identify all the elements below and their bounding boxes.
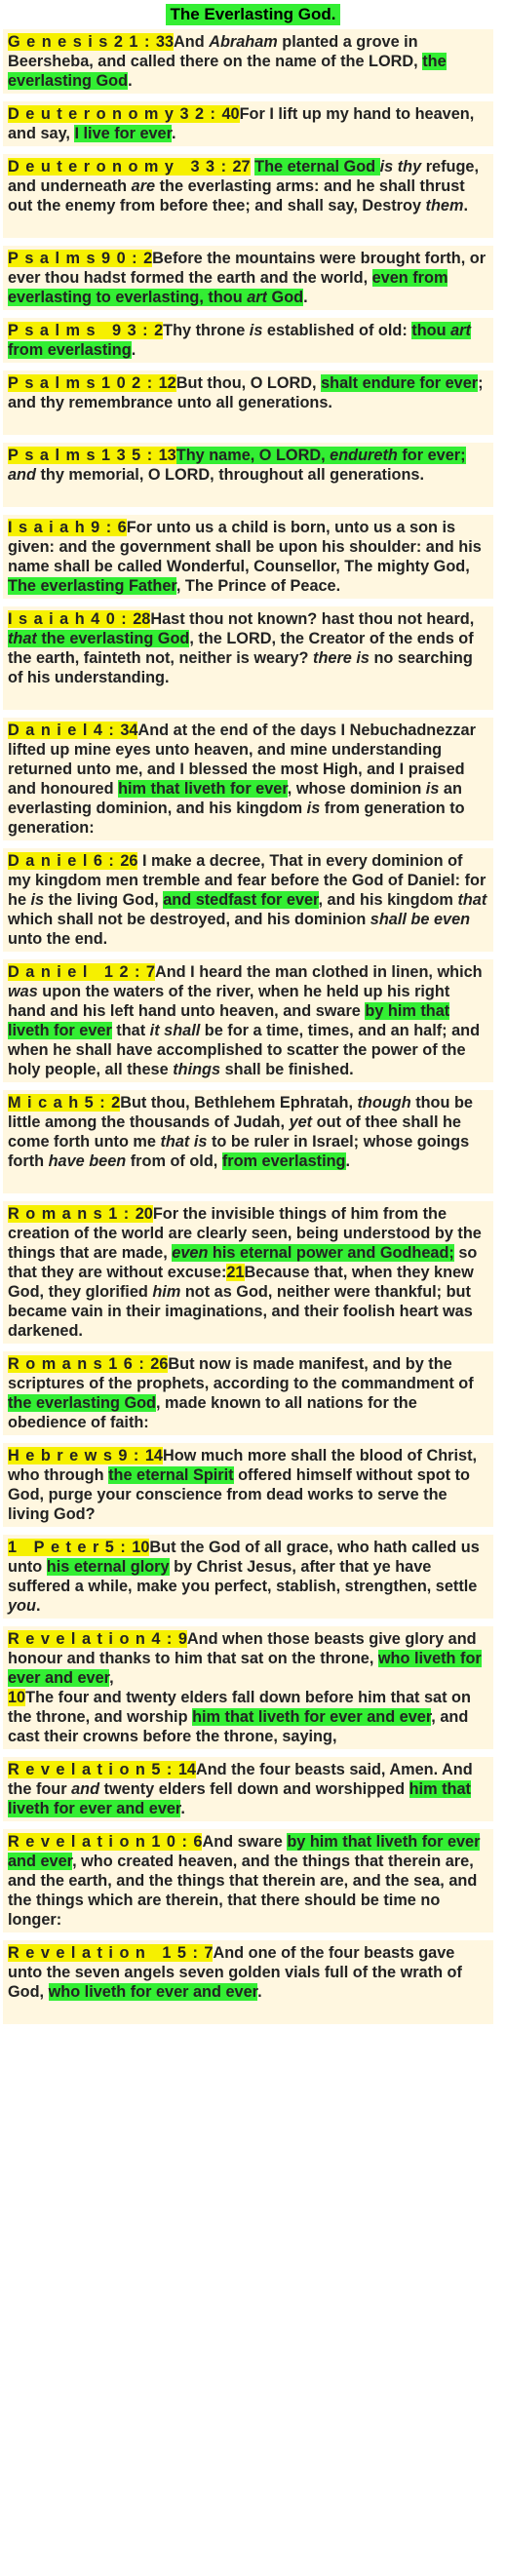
highlighted-text: art — [247, 289, 268, 306]
verse-reference: Micah5: — [8, 1094, 112, 1112]
highlighted-text: by him that liveth for ever — [8, 1002, 450, 1039]
verse-text: , made known to all nations for the obedience of faith: — [8, 1394, 417, 1431]
verse-text: , and cast their crowns before the throne, saying, — [8, 1708, 469, 1745]
verse-reference: Revelation4: — [8, 1630, 178, 1648]
verse-number: 7 — [204, 1944, 214, 1962]
verse-block — [3, 515, 493, 599]
verse-text: that — [457, 891, 487, 909]
verse-number: 20 — [135, 1205, 153, 1223]
verse-text: that is — [160, 1133, 208, 1151]
verse-number: 7 — [145, 963, 155, 981]
verse-number: 14 — [177, 1761, 196, 1778]
verse-text: , The Prince of Peace. — [175, 577, 341, 595]
verse-reference: Revelation10: — [8, 1833, 194, 1851]
highlighted-text: from everlasting — [221, 1152, 346, 1170]
highlighted-text: shalt endure for ever — [321, 374, 479, 392]
verse-text: And the four beasts said, Amen. And the four — [8, 1761, 473, 1798]
verse-reference: Psalms102: — [8, 374, 159, 392]
verse-number: 27 — [232, 158, 251, 176]
highlighted-text: I live for ever — [74, 125, 173, 142]
verse-text: And I heard the man clothed in linen, which — [154, 963, 483, 981]
verse-text: established of old: — [262, 322, 412, 339]
verse-text: is — [306, 800, 321, 817]
verse-text: , and his kingdom — [318, 891, 458, 909]
verse-number: 33 — [155, 33, 175, 51]
verse-text: For the invisible things of him from the creation of the world are clearly seen, being understood by the things that are made, — [8, 1205, 482, 1262]
verse-text: Abraham — [209, 33, 278, 51]
verse-number: 13 — [158, 447, 176, 464]
highlighted-text: art — [450, 322, 471, 339]
verse-reference: Daniel4: — [8, 722, 121, 739]
verse-reference: Psalms 93: — [8, 322, 155, 339]
verse-text: Because that, when they knew God, they glorified — [8, 1264, 474, 1301]
verse-text: shall be — [370, 911, 430, 928]
verse-block — [3, 606, 493, 710]
verse-reference: Daniel6: — [8, 852, 121, 870]
verse-block — [3, 154, 493, 238]
highlighted-text: who liveth for ever and ever — [8, 1650, 482, 1687]
verse-text: planted a grove in Beersheba, and called there on the name of the LORD, — [8, 33, 423, 70]
verse-number: 14 — [144, 1447, 163, 1464]
verse-text: shall be finished. — [220, 1061, 354, 1078]
highlighted-text: The eternal God — [254, 158, 380, 176]
verse-text: is — [30, 891, 45, 909]
highlighted-text: The everlasting Father — [8, 577, 176, 595]
highlighted-text: and stedfast for ever — [163, 891, 319, 909]
verse-text: is — [379, 158, 394, 176]
verse-text: be for a time, times, and an half; and when he shall have accomplished to scatter the power of the holy people, all these — [8, 1022, 481, 1078]
verse-number: 6 — [117, 519, 127, 536]
title-row — [0, 4, 506, 25]
verse-text: the everlasting arms: and he shall thrust out the enemy from before thee; and shall say, Destroy — [8, 177, 465, 215]
verse-number: 10 — [8, 1689, 26, 1706]
verse-block — [3, 371, 493, 435]
verse-text: is — [249, 322, 263, 339]
verse-text: to be ruler in Israel; whose goings forth — [8, 1133, 470, 1170]
highlighted-text: thou — [411, 322, 451, 339]
verse-text: . — [131, 341, 136, 359]
verse-reference: Isaiah40: — [8, 610, 134, 628]
verse-text: out of thee shall he come forth unto me — [8, 1113, 461, 1151]
verse-text: unto the end. — [8, 930, 108, 948]
verse-block — [3, 318, 493, 363]
verse-text: How much more shall the blood of Christ, who through — [8, 1447, 478, 1484]
verse-text: twenty elders fell down and worshipped — [99, 1780, 409, 1798]
verse-text: the living God, — [44, 891, 164, 909]
highlighted-text: that — [8, 630, 37, 647]
verse-text: you — [8, 1597, 36, 1615]
highlighted-text: by him that liveth for ever and ever — [8, 1833, 481, 1870]
verse-reference: Deuteronomy32: — [8, 105, 222, 123]
verse-number: 40 — [221, 105, 240, 123]
verse-text: . — [257, 1983, 262, 2001]
highlighted-text: God — [267, 289, 304, 306]
verse-text: is — [425, 780, 440, 798]
verse-block — [3, 443, 493, 507]
highlighted-text: who liveth for ever and ever — [48, 1983, 258, 2001]
verse-text: from of old, — [126, 1152, 222, 1170]
verse-text: For I lift up my hand to heaven, and say, — [8, 105, 475, 142]
page-title: The Everlasting God. — [166, 4, 339, 25]
verse-number: 34 — [120, 722, 138, 739]
verse-text: that — [111, 1022, 150, 1039]
verse-reference: Romans16: — [8, 1355, 151, 1373]
verse-reference: Psalms135: — [8, 447, 159, 464]
verse-block — [3, 1535, 493, 1619]
verse-text: though — [357, 1094, 411, 1112]
highlighted-text: his eternal power and Godhead; — [208, 1244, 454, 1262]
verse-block — [3, 1829, 493, 1932]
verse-text: upon the waters of the river, when he held up his right hand and his left hand unto heaven, and sware — [8, 983, 450, 1020]
verse-text: an everlasting dominion, and his kingdom — [8, 780, 462, 817]
verse-text: Hast thou not known? hast thou not heard, — [150, 610, 475, 628]
highlighted-text: him that liveth for ever — [118, 780, 288, 798]
verse-text: But thou, Bethlehem Ephratah, — [120, 1094, 358, 1112]
verse-text: and — [8, 466, 36, 484]
verse-text: The four and twenty elders fall down before him that sat on the throne, and worship — [8, 1689, 471, 1726]
verse-text: things — [173, 1061, 221, 1078]
verse-text: , whose dominion — [287, 780, 426, 798]
verse-text: thy — [397, 158, 422, 176]
verse-text: it shall — [149, 1022, 201, 1039]
verse-reference: Revelation5: — [8, 1761, 178, 1778]
verse-text: I make a decree, That in every dominion of my kingdom men tremble and fear before the God of Daniel: for he — [8, 852, 487, 909]
verse-number: 10 — [132, 1539, 150, 1556]
verse-reference: 1 Peter5: — [8, 1539, 133, 1556]
verse-block — [3, 959, 493, 1082]
verse-text: them — [425, 197, 464, 215]
verse-text: But the God of all grace, who hath called us unto — [8, 1539, 480, 1576]
verse-text: , — [109, 1669, 114, 1687]
highlighted-text: even from everlasting to everlasting, thou — [8, 269, 448, 306]
verse-block — [3, 1626, 493, 1749]
verse-text: And one of the four beasts gave unto the seven angels seven golden vials full of the wrath of God, — [8, 1944, 462, 2001]
verse-reference: Psalms90: — [8, 250, 144, 267]
verse-number: 28 — [133, 610, 151, 628]
verse-reference: Revelation 15: — [8, 1944, 205, 1962]
verse-block — [3, 29, 493, 94]
verse-text: , who created heaven, and the things that therein are, and the earth, and the things that therein are, and the sea, and the things which are therein, that there should be time no longer: — [8, 1853, 478, 1929]
verse-text: ; and thy remembrance unto all generations. — [8, 374, 484, 411]
verse-text: . — [463, 197, 468, 215]
verse-text: Thy throne — [163, 322, 250, 339]
verse-number: 2 — [154, 322, 164, 339]
verse-reference: Isaiah9: — [8, 519, 118, 536]
verse-block — [3, 848, 493, 952]
verse-block — [3, 101, 493, 146]
verse-text: . — [128, 72, 133, 90]
verse-number: 2 — [111, 1094, 121, 1112]
verse-text: and — [71, 1780, 100, 1798]
verse-number: 12 — [158, 374, 176, 392]
verse-number: 9 — [177, 1630, 187, 1648]
verse-block — [3, 1351, 493, 1435]
verse-block — [3, 1443, 493, 1527]
highlighted-text: Thy name, O LORD, — [175, 447, 331, 464]
verse-text: And sware — [202, 1833, 288, 1851]
verse-text: . — [345, 1152, 351, 1170]
verse-text: was — [8, 983, 38, 1000]
verse-text: . — [180, 1800, 185, 1817]
highlighted-text: the everlasting God — [8, 53, 447, 90]
verse-text: have been — [48, 1152, 127, 1170]
verse-text: refuge, and underneath — [8, 158, 479, 195]
highlighted-text: the everlasting God — [8, 1394, 156, 1412]
verse-text: which shall not be destroyed, and his dominion — [8, 911, 370, 928]
verse-text: thou be little among the thousands of Judah, — [8, 1094, 473, 1131]
verse-number: 21 — [226, 1264, 245, 1281]
verse-text: him — [152, 1283, 181, 1301]
verse-text: But now is made manifest, and by the scriptures of the prophets, according to the commandment of — [8, 1355, 474, 1392]
verse-block — [3, 718, 493, 840]
verse-text: . — [35, 1597, 41, 1615]
verse-reference: Hebrews9: — [8, 1447, 145, 1464]
verse-number: 2 — [143, 250, 153, 267]
highlighted-text: him that liveth for ever and ever — [192, 1708, 432, 1726]
highlighted-text: his eternal glory — [46, 1558, 170, 1576]
verse-text: are — [131, 177, 156, 195]
highlighted-text: from everlasting — [8, 341, 132, 359]
verse-text: by Christ Jesus, after that ye have suffered a while, make you perfect, stablish, strengthen, settle — [8, 1558, 478, 1595]
verse-text: from generation to generation: — [8, 800, 465, 837]
verse-text: But thou, O LORD, — [175, 374, 322, 392]
verse-text: And at the end of the days I Nebuchadnezzar lifted up mine eyes unto heaven, and mine understanding returned unto me, and I blessed the most High, and I praised and honoured — [8, 722, 476, 798]
verse-text: offered himself without spot to God, purge your conscience from dead works to serve the living God? — [8, 1466, 470, 1523]
verse-text: there is — [313, 649, 370, 667]
verse-text: so that they are without excuse: — [8, 1244, 478, 1281]
verse-text: Before the mountains were brought forth, or ever thou hadst formed the earth and the world, — [8, 250, 487, 287]
verse-text: , the LORD, the Creator of the ends of the earth, fainteth not, neither is weary? — [8, 630, 474, 667]
verse-text: not as God, neither were thankful; but became vain in their imaginations, and their foolish heart was darkened. — [8, 1283, 473, 1340]
verse-block — [3, 1940, 493, 2024]
highlighted-text: even — [172, 1244, 209, 1262]
highlighted-text: the eternal Spirit — [108, 1466, 234, 1484]
verse-number: 26 — [120, 852, 138, 870]
verse-reference: Daniel 12: — [8, 963, 146, 981]
highlighted-text: him that liveth for ever and ever — [8, 1780, 471, 1817]
highlighted-text: for ever; — [397, 447, 466, 464]
verse-block — [3, 1757, 493, 1821]
verse-number: 6 — [193, 1833, 203, 1851]
verse-text: And when those beasts give glory and honour and thanks to him that sat on the throne, — [8, 1630, 477, 1667]
verse-reference: Romans1: — [8, 1205, 136, 1223]
verse-text: . — [172, 125, 176, 142]
highlighted-text: endureth — [330, 447, 398, 464]
verse-text: yet — [289, 1113, 313, 1131]
verse-block — [3, 246, 493, 310]
verse-text: no searching of his understanding. — [8, 649, 473, 686]
verse-block — [3, 1090, 493, 1193]
verse-text: even — [433, 911, 471, 928]
verse-text: And — [174, 33, 210, 51]
verse-reference: Deuteronomy 33: — [8, 158, 233, 176]
verse-text: thy memorial, O LORD, throughout all generations. — [35, 466, 424, 484]
highlighted-text: the everlasting God — [36, 630, 190, 647]
verse-reference: Genesis21: — [8, 33, 156, 51]
verse-text: . — [303, 289, 308, 306]
verse-block — [3, 1201, 493, 1344]
verse-text: For unto us a child is born, unto us a son is given: and the government shall be upon his shoulder: and his name shall be called Wonderful, Counsellor, The mighty God, — [8, 519, 482, 575]
verse-number: 26 — [150, 1355, 169, 1373]
